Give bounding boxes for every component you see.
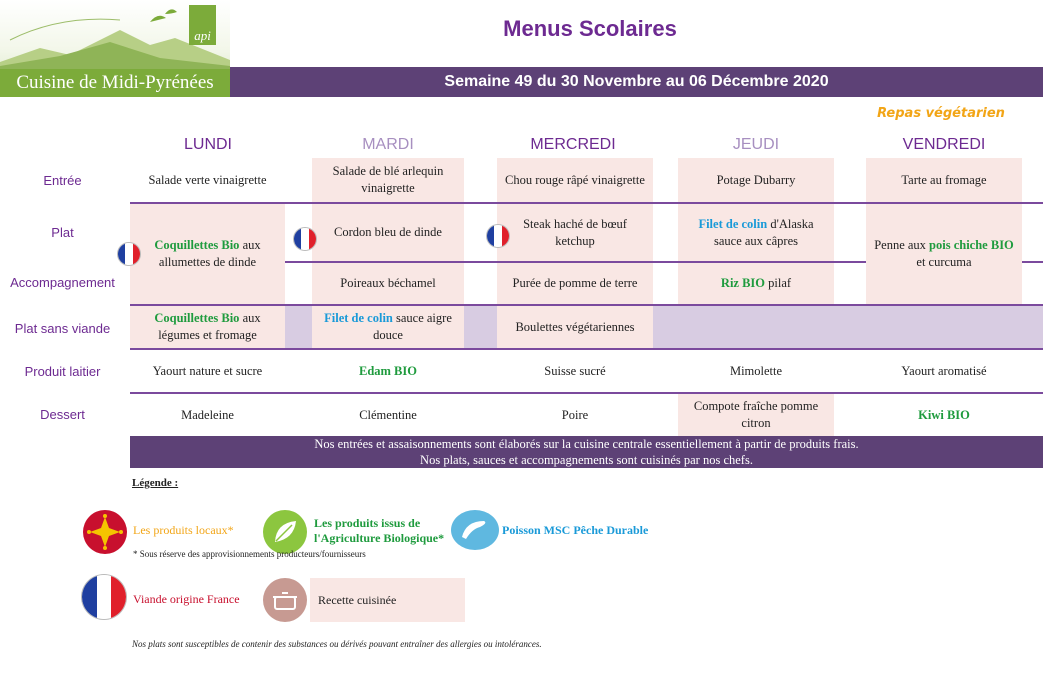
laitier-jeudi: Mimolette [729, 363, 783, 378]
legend-recette: Recette cuisinée [310, 578, 465, 622]
kitchen-note-line2: Nos plats, sauces et accompagnements sont cuisinés par nos chefs. [420, 453, 753, 467]
plat-jeudi-text: d'Alaska sauce aux câpres [714, 216, 814, 248]
row-label-plat: Plat [51, 225, 74, 240]
day-header-jeudi: JEUDI [732, 136, 780, 153]
bio-highlight: Coquillettes Bio [154, 238, 240, 252]
entree-mercredi: Chou rouge râpé vinaigrette [497, 158, 653, 202]
legend-france: Viande origine France [133, 592, 240, 606]
plat-vendredi-text-end: et curcuma [916, 255, 972, 269]
plat-lundi [130, 204, 285, 304]
legend-msc: Poisson MSC Pêche Durable [502, 523, 649, 537]
day-header-mercredi: MERCREDI [530, 136, 616, 153]
plat-lundi-text: aux allumettes de dinde [158, 238, 261, 269]
plat-mardi: Cordon bleu de dinde [312, 204, 464, 261]
msc-highlight: Filet de colin [324, 311, 393, 325]
bio-highlight: pois chiche BIO [929, 238, 1014, 252]
sans-viande-lundi-text: aux légumes et fromage [158, 311, 261, 342]
accompagnement-mercredi: Purée de pomme de terre [497, 263, 653, 304]
row-label-plat-sans-viande: Plat sans viande [14, 321, 111, 336]
fish-icon [450, 509, 500, 551]
laitier-mardi: Edam BIO [358, 363, 417, 378]
accompagnement-jeudi [678, 263, 834, 304]
sans-viande-lundi [130, 306, 285, 348]
dessert-jeudi: Compote fraîche pomme citron [678, 394, 834, 436]
laitier-vendredi: Yaourt aromatisé [901, 363, 987, 378]
dessert-mercredi: Poire [561, 407, 589, 422]
dessert-vendredi: Kiwi BIO [918, 407, 970, 422]
row-label-dessert: Dessert [40, 407, 85, 422]
day-header-mardi: MARDI [362, 136, 414, 153]
accompagnement-mardi: Poireaux béchamel [312, 263, 464, 304]
sans-viande-mardi-text: sauce aigre douce [373, 311, 452, 342]
week-banner: Semaine 49 du 30 Novembre au 06 Décembre 2020 [230, 67, 1043, 97]
dessert-lundi: Madeleine [181, 407, 234, 422]
sans-viande-mercredi: Boulettes végétariennes [497, 306, 653, 348]
france-flag-icon [118, 243, 140, 265]
row-label-entree: Entrée [43, 173, 82, 188]
plat-mercredi: Steak haché de bœuf ketchup [497, 204, 653, 261]
brand-logo [0, 0, 230, 97]
legend-title: Légende : [132, 477, 179, 489]
day-header-lundi: LUNDI [183, 136, 232, 153]
laitier-lundi: Yaourt nature et sucre [152, 363, 263, 378]
sans-viande-mardi [312, 306, 464, 348]
france-flag-icon [82, 575, 126, 619]
entree-vendredi: Tarte au fromage [866, 158, 1022, 202]
entree-jeudi: Potage Dubarry [678, 158, 834, 202]
kitchen-note-line1: Nos entrées et assaisonnements sont élaborés sur la cuisine centrale essentiellement à partir de produits frais. [314, 437, 859, 451]
bio-highlight: Riz BIO [720, 276, 766, 290]
legend-bio: Les produits issus de l'Agriculture Biologique* [314, 516, 445, 545]
bio-highlight: Coquillettes Bio [154, 311, 240, 325]
row-label-accompagnement: Accompagnement [10, 275, 115, 290]
dessert-mardi: Clémentine [359, 407, 417, 422]
divider-line [130, 348, 1043, 350]
laitier-mercredi: Suisse sucré [544, 363, 606, 378]
plat-vendredi-text: Penne aux [874, 238, 930, 252]
cooking-pot-icon [262, 577, 308, 623]
occitan-cross-icon [82, 509, 128, 555]
day-header-vendredi: VENDREDI [902, 136, 986, 153]
plat-vendredi [866, 204, 1022, 304]
api-badge: api [189, 5, 216, 45]
allergy-note: Nos plats sont susceptibles de contenir des substances ou dérivés pouvant entraîner des allergies ou intolérances. [132, 639, 542, 649]
row-label-produit-laitier: Produit laitier [24, 364, 101, 379]
legend-reserve-note: * Sous réserve des approvisionnements producteurs/fournisseurs [133, 549, 366, 559]
entree-lundi: Salade verte vinaigrette [148, 172, 267, 187]
france-flag-icon [487, 225, 509, 247]
entree-mardi: Salade de blé arlequin vinaigrette [312, 158, 464, 202]
kitchen-note-banner [130, 436, 1043, 468]
vegetarian-note: Repas végétarien [877, 106, 1005, 121]
accompagnement-jeudi-text: pilaf [765, 276, 792, 290]
plat-jeudi [678, 204, 834, 261]
legend-local: Les produits locaux* [133, 523, 234, 537]
brand-name: Cuisine de Midi-Pyrénées [0, 69, 230, 97]
divider-line [1022, 261, 1043, 263]
divider-line [130, 392, 1043, 394]
page-title: Menus Scolaires [503, 16, 677, 41]
france-flag-icon [294, 228, 316, 250]
msc-highlight: Filet de colin [698, 216, 768, 231]
